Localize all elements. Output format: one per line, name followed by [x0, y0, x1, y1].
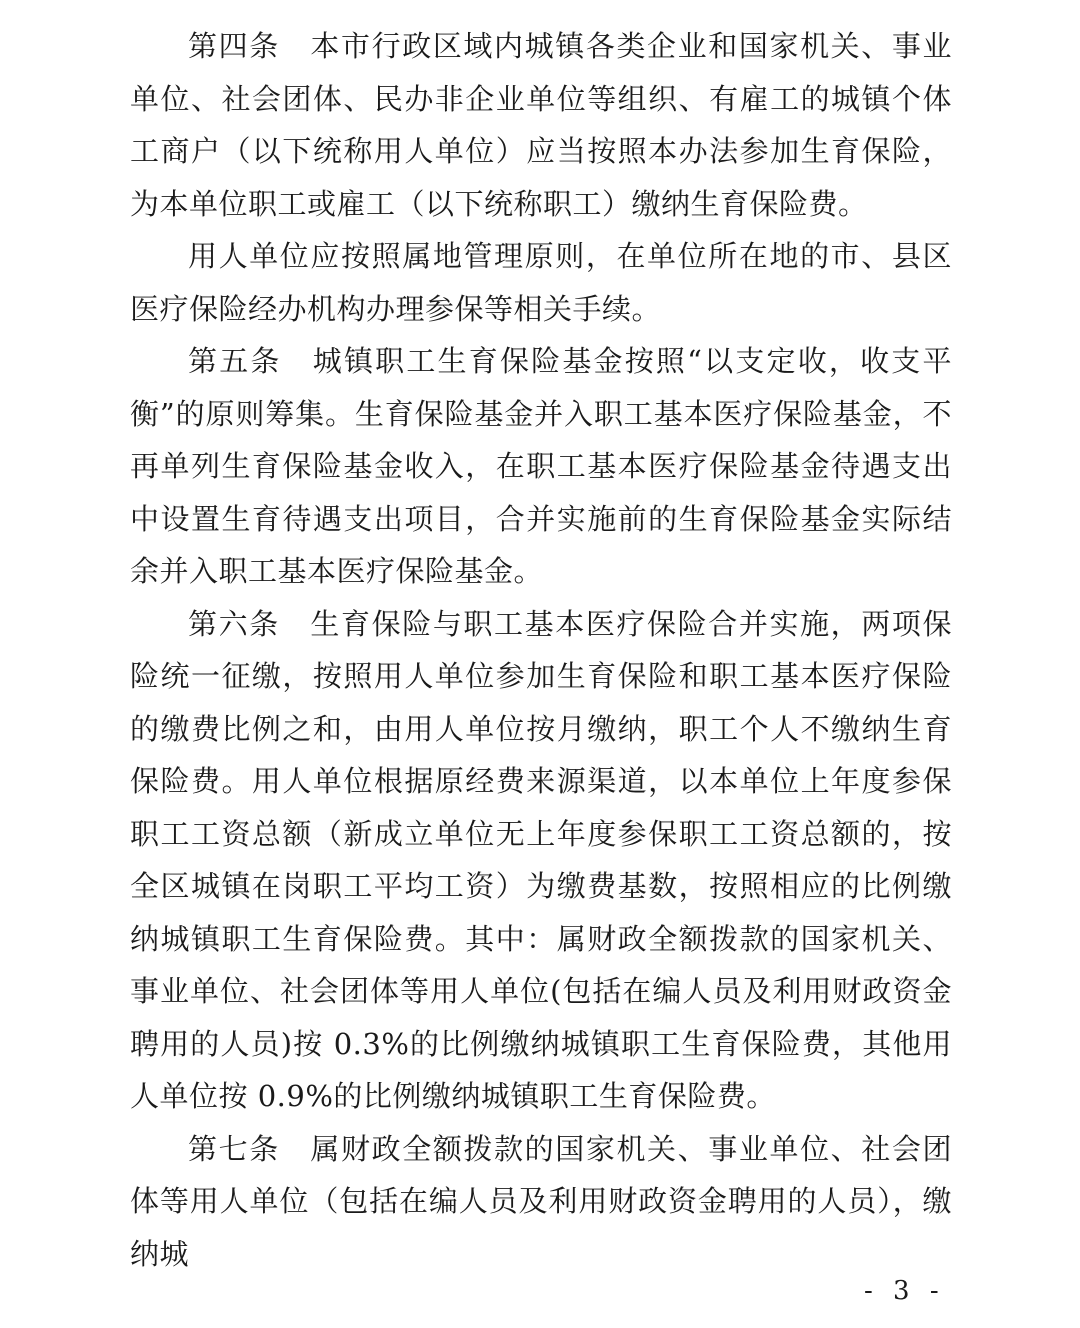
article-5-paragraph: 第五条 城镇职工生育保险基金按照“以支定收，收支平衡”的原则筹集。生育保险基金并入职工基本医疗保险基金，不再单列生育保险基金收入，在职工基本医疗保险基金待遇支出中设置生育待遇支出项目，合并实施前的生育保险基金实际结余并入职工基本医疗保险基金。 [130, 344, 952, 588]
article-6-paragraph: 第六条 生育保险与职工基本医疗保险合并实施，两项保险统一征缴，按照用人单位参加生育保险和职工基本医疗保险的缴费比例之和，由用人单位按月缴纳，职工个人不缴纳生育保险费。用人单位根据原经费来源渠道，以本单位上年度参保职工工资总额（新成立单位无上年度参保职工工资总额的，按全区城镇在岗职工平均工资）为缴费基数，按照相应的比例缴纳城镇职工生育保险费。其中：属财政全额拨款的国家机关、事业单位、社会团体等用人单位(包括在编人员及利用财政资金聘用的人员)按 0.3%的比例缴纳城镇职工生育保险费，其他用人单位按 0.9%的比例缴纳城镇职工生育保险费。 [130, 606, 952, 1113]
article-4-registration-paragraph: 用人单位应按照属地管理原则，在单位所在地的市、县区医疗保险经办机构办理参保等相关手续。 [130, 239, 952, 326]
article-7-paragraph: 第七条 属财政全额拨款的国家机关、事业单位、社会团体等用人单位（包括在编人员及利用财政资金聘用的人员），缴纳城 [130, 1131, 952, 1271]
article-4-paragraph: 第四条 本市行政区域内城镇各类企业和国家机关、事业单位、社会团体、民办非企业单位等组织、有雇工的城镇个体工商户（以下统称用人单位）应当按照本办法参加生育保险，为本单位职工或雇工（以下统称职工）缴纳生育保险费。 [130, 29, 952, 221]
document-body [130, 20, 952, 1280]
page-number: - 3 - [864, 1276, 945, 1306]
